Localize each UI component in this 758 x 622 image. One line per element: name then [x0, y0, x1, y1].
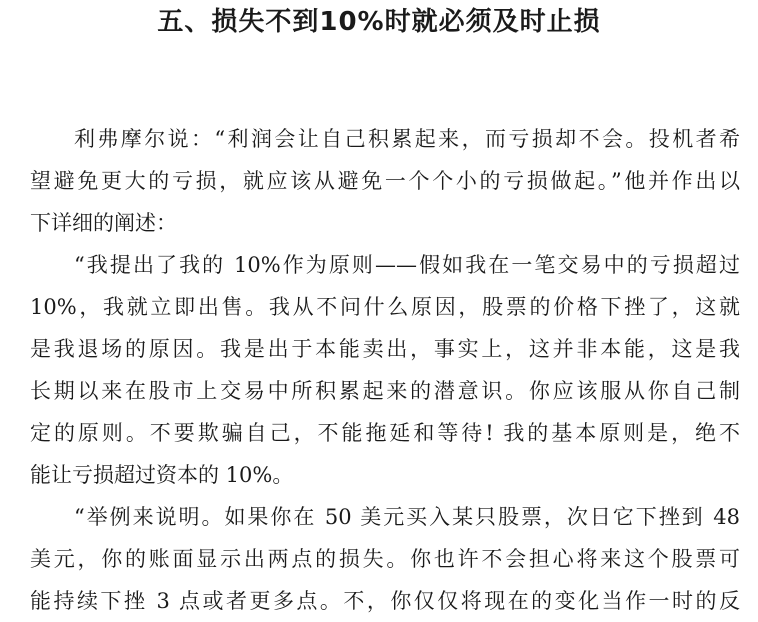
text-line: 是我退场的原因。我是出于本能卖出，事实上，这并非本能，这是我 [30, 337, 740, 361]
text-line: 能让亏损超过资本的 10%。 [30, 463, 294, 487]
text-line: 望避免更大的亏损，就应该从避免一个个小的亏损做起。”他并作出以 [30, 169, 740, 193]
body-text [0, 118, 758, 622]
text-line: 长期以来在股市上交易中所积累起来的潜意识。你应该服从你自己制 [30, 379, 740, 403]
text-line: 美元，你的账面显示出两点的损失。你也许不会担心将来这个股票可 [30, 547, 740, 571]
text-line: “举例来说明。如果你在 50 美元买入某只股票，次日它下挫到 48 [74, 505, 740, 529]
section-title: 五、损失不到10%时就必须及时止损 [157, 7, 601, 37]
text-line: 定的原则。不要欺骗自己，不能拖延和等待! 我的基本原则是，绝不 [30, 421, 740, 445]
text-line: “我提出了我的 10%作为原则——假如我在一笔交易中的亏损超过 [74, 253, 740, 277]
text-line: 利弗摩尔说：“利润会让自己积累起来，而亏损却不会。投机者希 [74, 127, 740, 151]
text-line: 能持续下挫 3 点或者更多点。不，你仅仅将现在的变化当作一时的反 [30, 589, 740, 613]
text-line: 10%，我就立即出售。我从不问什么原因，股票的价格下挫了，这就 [30, 295, 740, 319]
text-line: 下详细的阐述： [30, 211, 177, 235]
